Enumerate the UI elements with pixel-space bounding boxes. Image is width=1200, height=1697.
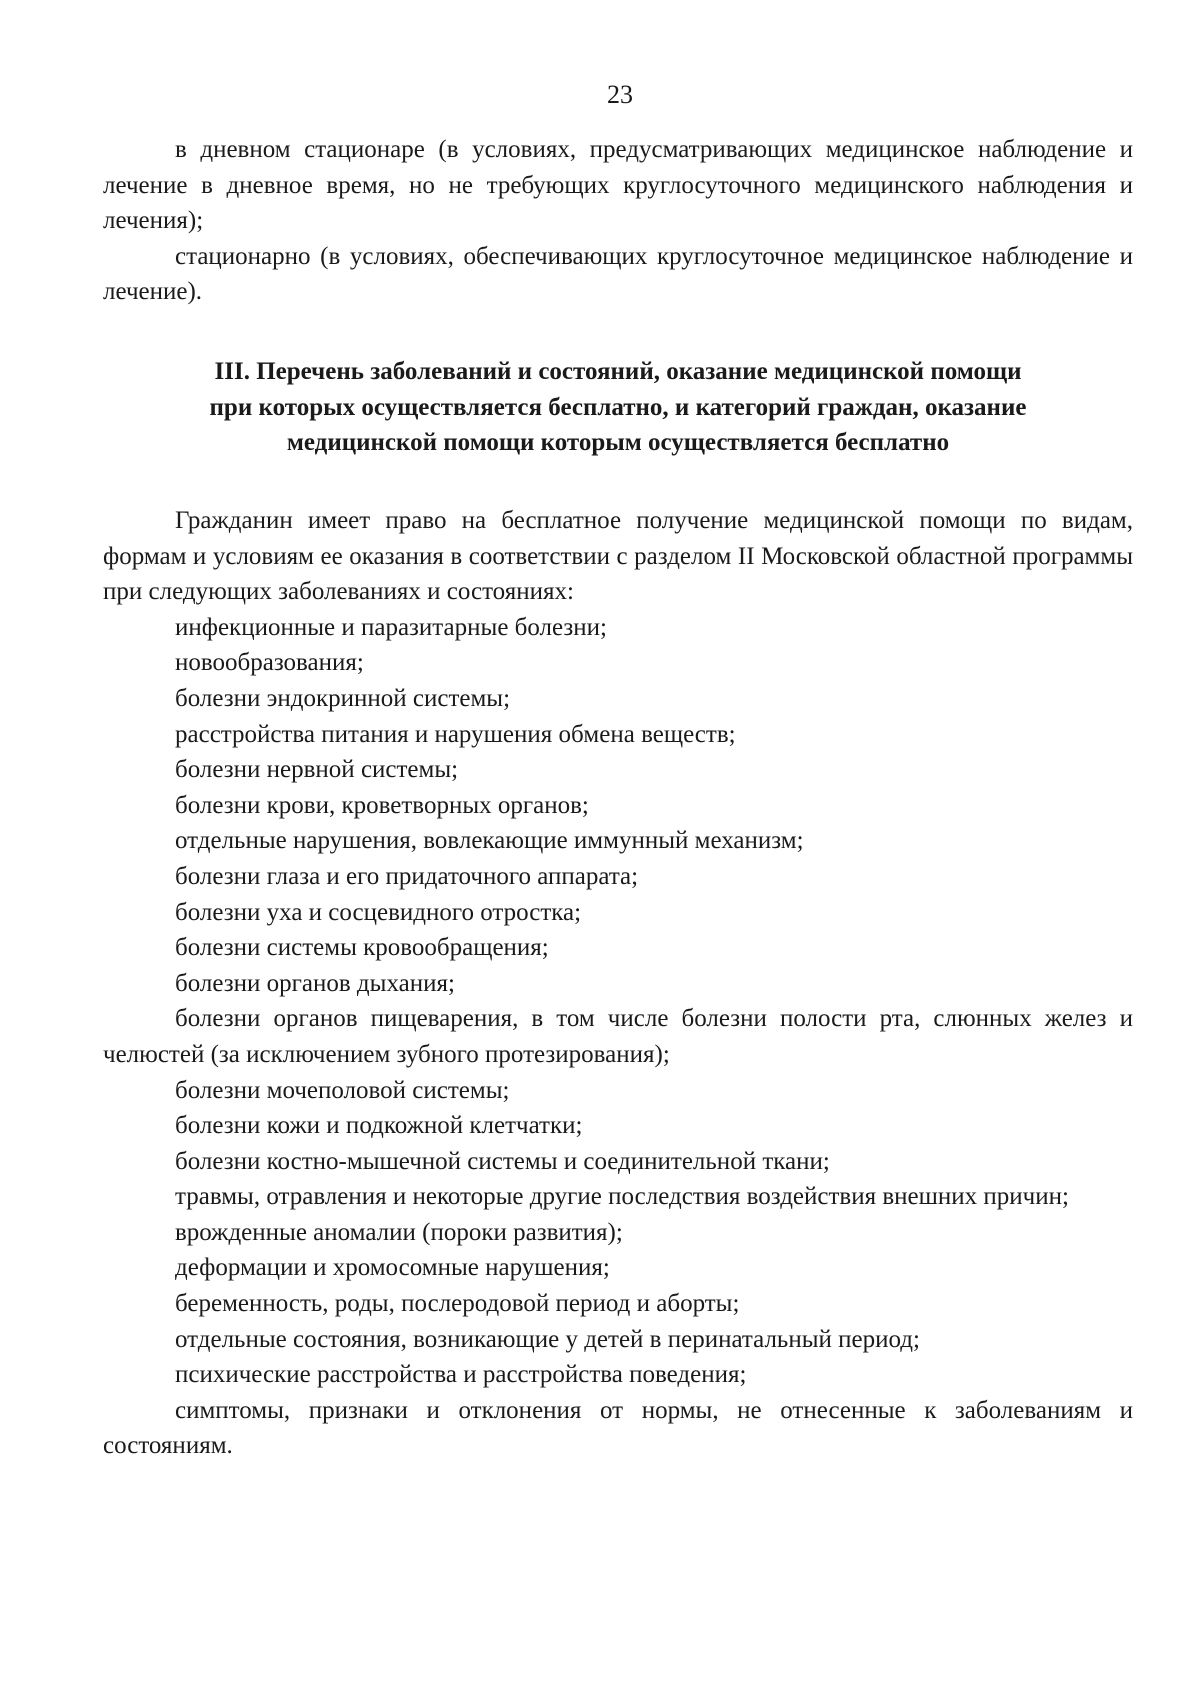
intro-paragraph-day-hospital: в дневном стационаре (в условиях, предусматривающих медицинское наблюдение и лечение в дневное время, но не требующих круглосуточного медицинского наблюдения и лечения); [103,136,1133,235]
list-item: болезни костно-мышечной системы и соединительной ткани; [175,1147,830,1175]
page-number: 23 [607,80,633,109]
list-item: отдельные нарушения, вовлекающие иммунный механизм; [175,827,804,855]
list-item: деформации и хромосомные нарушения; [175,1254,610,1282]
section-heading [103,354,1133,461]
list-item: психические расстройства и расстройства поведения; [175,1361,747,1389]
section-heading-line-3: медицинской помощи которым осуществляется бесплатно [286,429,950,457]
list-item: болезни кожи и подкожной клетчатки; [175,1112,583,1140]
list-item: врожденные аномалии (пороки развития); [175,1218,623,1246]
list-item: расстройства питания и нарушения обмена веществ; [175,720,736,748]
list-item: болезни системы кровообращения; [175,934,549,962]
list-item: болезни крови, кроветворных органов; [175,791,589,819]
list-item: болезни нервной системы; [175,756,459,784]
list-item: болезни глаза и его придаточного аппарата; [175,862,639,890]
lead-paragraph: Гражданин имеет право на бесплатное получение медицинской помощи по видам, формам и условиям ее оказания в соответствии с разделом II Московской областной программы при следующих заболеваниях и состояниях: [103,507,1133,606]
list-item: болезни органов дыхания; [175,969,455,997]
list-item: отдельные состояния, возникающие у детей в перинатальный период; [175,1325,920,1353]
section-heading-line-1: III. Перечень заболеваний и состояний, оказание медицинской помощи [214,358,1022,385]
list-item: инфекционные и паразитарные болезни; [175,613,608,641]
list-item: болезни уха и сосцевидного отростка; [175,898,582,926]
intro-paragraph-inpatient: стационарно (в условиях, обеспечивающих круглосуточное медицинское наблюдение и лечение). [103,242,1133,306]
list-item: болезни органов пищеварения, в том числе болезни полости рта, слюнных желез и челюстей (за исключением зубного протезирования); [103,1005,1133,1068]
conditions-list [103,610,1133,1464]
section-heading-line-2: при которых осуществляется бесплатно, и категорий граждан, оказание [209,393,1027,421]
list-item: болезни мочеполовой системы; [175,1076,510,1104]
list-item: травмы, отравления и некоторые другие последствия воздействия внешних причин; [175,1183,1069,1211]
list-item: новообразования; [175,649,364,677]
section-body [103,503,1133,1464]
list-item: беременность, роды, послеродовой период и аборты; [175,1290,740,1318]
intro-block [103,132,1133,310]
list-item: болезни эндокринной системы; [175,684,511,712]
list-item: симптомы, признаки и отклонения от нормы, не отнесенные к заболеваниям и состояниям. [103,1396,1133,1460]
